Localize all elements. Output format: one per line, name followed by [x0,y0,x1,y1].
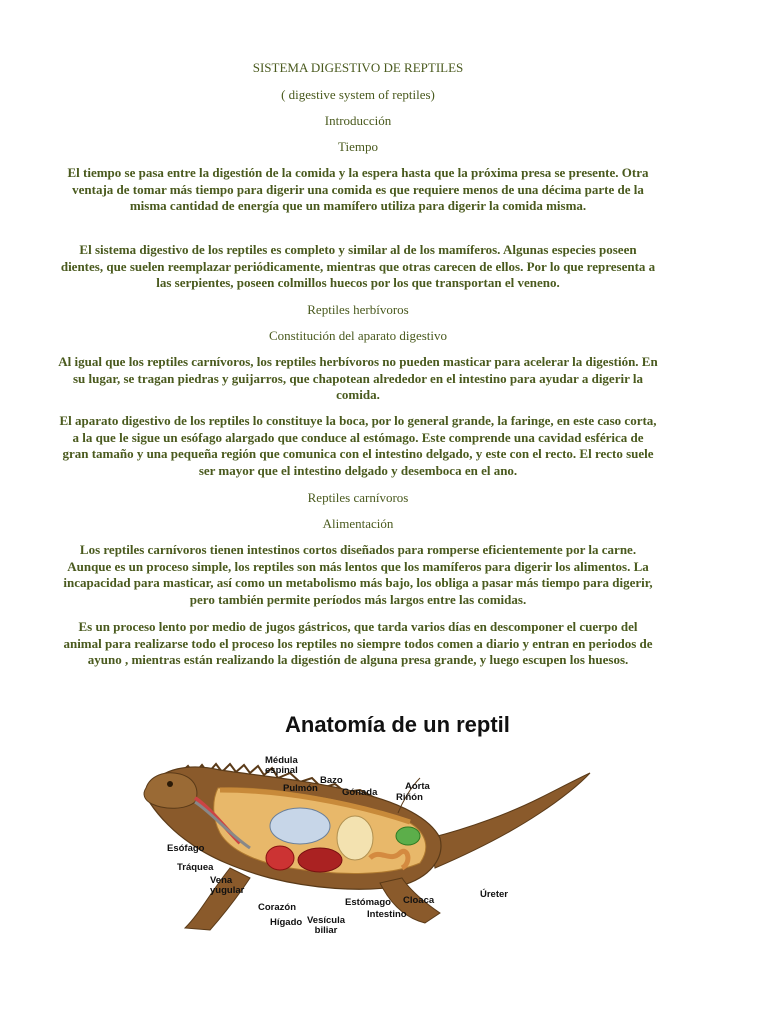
label-vena-line2: yugular [210,885,245,896]
label-traquea: Tráquea [177,862,214,873]
label-vesicula-line2: biliar [314,925,338,936]
label-aorta: Aorta [405,781,430,792]
paragraph-4: El aparato digestivo de los reptiles lo constituye la boca, por lo general grande, la faringe, en este caso corta, a la que le sigue un esófago alargado que conduce al estómago. Este comprende una cavidad esférica de gran tamaño y una pequeña región que comunica con el intestino delgado, y este con el recto. El recto suele ser mayor que el intestino delgado y desemboca en el ano. [59,413,657,478]
paragraph-1: El tiempo se pasa entre la digestión de la comida y la espera hasta que la próxima presa se presente. Otra ventaja de tomar más tiempo para digerir una comida es que requiere menos de una décima parte de la misma cantidad de energía que un mamífero utiliza para digerir la comida misma. [67,165,649,213]
label-gonada: Gónada [342,787,378,798]
label-esofago: Esófago [167,843,205,854]
document-subtitle: ( digestive system of reptiles) [281,87,435,102]
figure-title: Anatomía de un reptil [285,712,510,737]
heading-herbivoros: Reptiles herbívoros [307,302,409,317]
paragraph-3: Al igual que los reptiles carnívoros, los reptiles herbívoros no pueden masticar para acelerar la digestión. En su lugar, se tragan piedras y guijarros, que chapotean alrededor en el intestino para ayudar a digerir la comida. [58,354,658,402]
label-ureter: Úreter [480,889,508,900]
label-pulmon: Pulmón [283,783,318,794]
reptile-anatomy-figure [140,712,600,948]
paragraph-5: Los reptiles carnívoros tienen intestinos cortos diseñados para romperse eficientemente por la carne. Aunque es un proceso simple, los reptiles son más lentos que los mamíferos para digerir los alimentos. La incapacidad para masticar, así como un metabolismo más bajo, los obliga a pasar más tiempo para digerir, pero también permite períodos más largos entre las comidas. [63,542,653,607]
label-intestino: Intestino [367,909,407,920]
heading-carnivoros: Reptiles carnívoros [307,490,409,505]
label-vena-line1: Vena [210,875,233,886]
heading-constitucion: Constitución del aparato digestivo [269,328,447,343]
paragraph-2: El sistema digestivo de los reptiles es completo y similar al de los mamíferos. Algunas especies poseen dientes, que suelen reemplazar periódicamente, mientras que otras carecen de ellos. Por lo que representa a las serpientes, poseen colmillos huecos por los que transportan el veneno. [60,242,656,290]
heading-alimentacion: Alimentación [322,516,394,531]
label-rinon: Riñón [396,792,423,803]
label-bazo: Bazo [320,775,343,786]
label-estomago: Estómago [345,897,391,908]
paragraph-6: Es un proceso lento por medio de jugos gástricos, que tarda varios días en descomponer el cuerpo del animal para realizarse todo el proceso los reptiles no siempre todos comen a diario y entran en periodos de ayuno , mientras están realizando la digestión de alguna presa grande, y luego escupen los huesos. [63,619,653,667]
label-vesicula-line1: Vesícula [307,915,346,926]
heading-tiempo: Tiempo [338,139,378,154]
label-vena [210,876,244,896]
label-medula-line2: espinal [265,765,298,776]
label-medula-line1: Médula [265,755,298,766]
heading-introduccion: Introducción [324,113,392,128]
label-higado: Hígado [270,917,303,928]
document-title: SISTEMA DIGESTIVO DE REPTILES [252,60,464,75]
label-medula [265,756,298,776]
label-vesicula [307,916,345,936]
label-corazon: Corazón [258,902,296,913]
label-cloaca: Cloaca [403,895,435,906]
